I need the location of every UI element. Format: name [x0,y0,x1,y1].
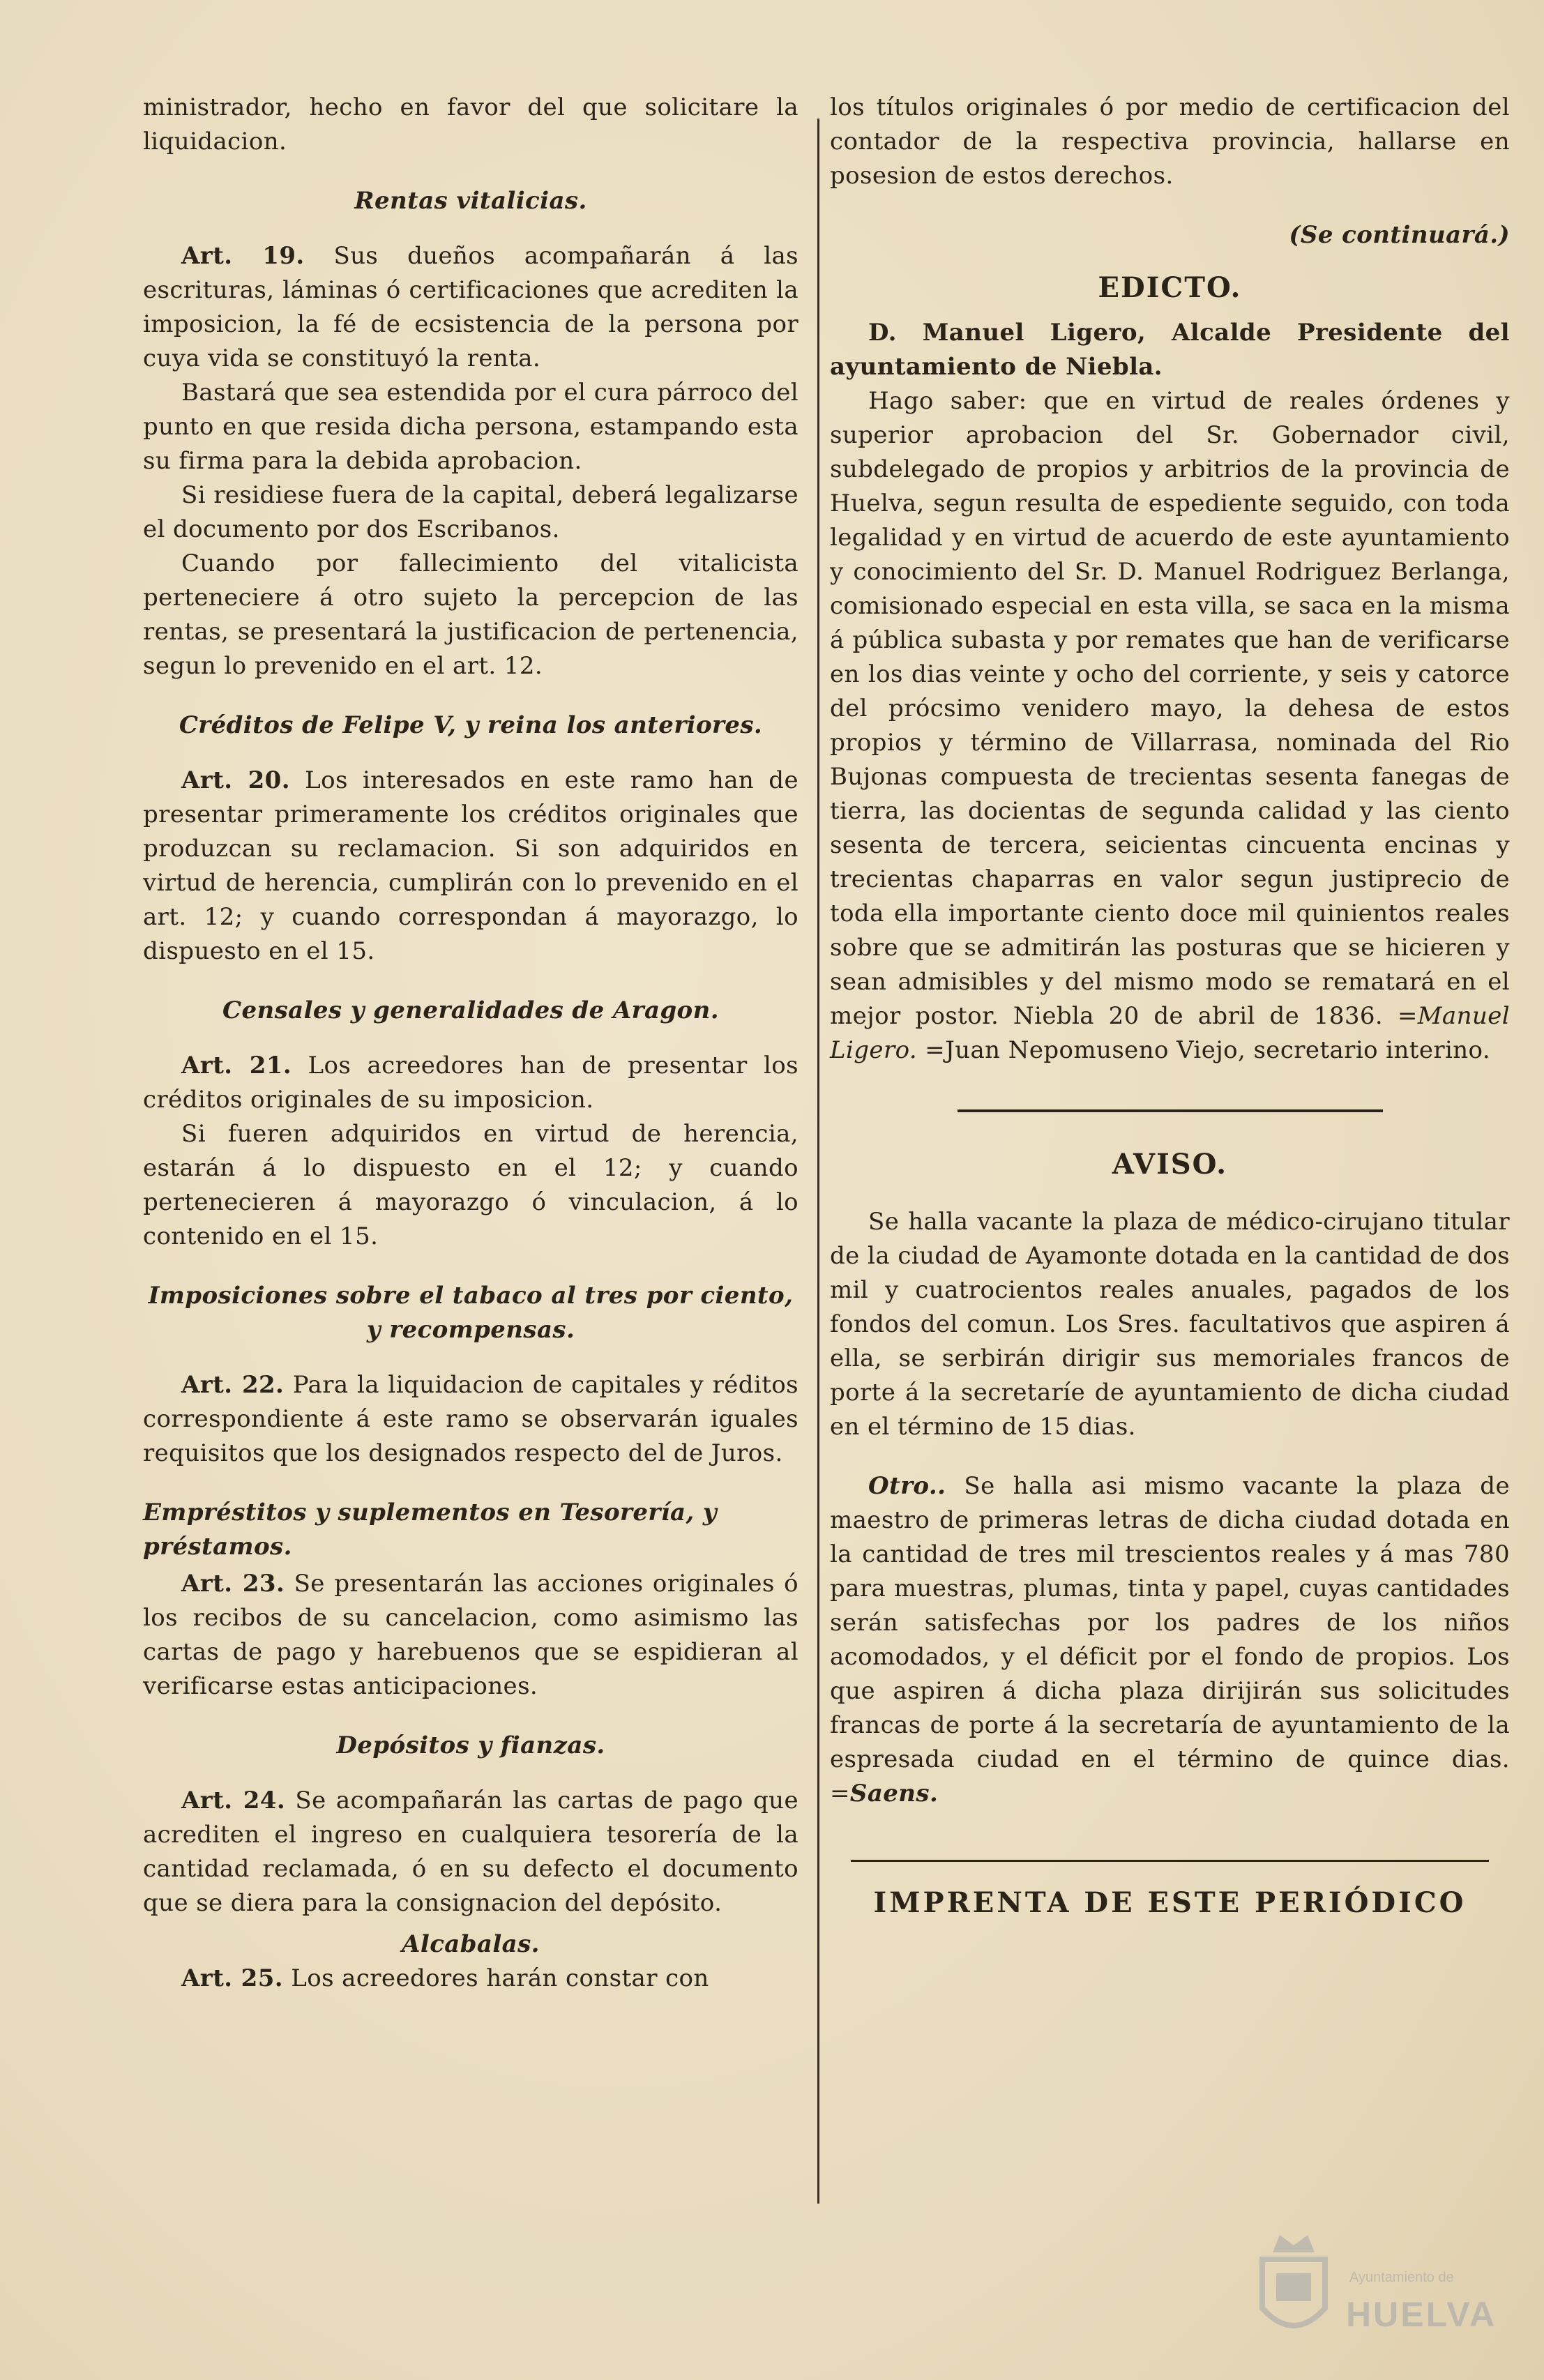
article-20 [143,764,799,969]
watermark-label: HUELVA [1346,2295,1497,2334]
heading-alcabalas: Alcabalas. [402,1930,540,1958]
heading-creditos-felipe: Créditos de Felipe V, y reina los anteriores. [179,711,763,739]
watermark-sublabel: Ayuntamiento de [1349,2270,1454,2285]
article-number: Art. 19. [181,242,305,270]
continued-text: los títulos originales ó por medio de certificacion del contador de la respectiva provincia, hallarse en posesion de estos derechos. [830,93,1510,190]
heading-depositos-fianzas: Depósitos y fianzas. [336,1731,605,1759]
heading-rentas-vitalicias: Rentas vitalicias. [354,187,587,215]
right-column [830,91,1510,1920]
article-number: Art. 24. [181,1787,286,1814]
article-19 [143,239,799,376]
edicto-header: D. Manuel Ligero, Alcalde Presidente del ayuntamiento de Niebla. [830,319,1510,381]
column-divider [817,119,819,2204]
article-21 [143,1049,799,1117]
left-column [143,91,799,1996]
article-number: Art. 20. [181,766,290,794]
edicto-body: Hago saber: que en virtud de reales órdenes y superior aprobacion del Sr. Gobernador civil, subdelegado de propios y arbitrios de la provincia de Huelva, segun resulta de espediente seguido, con toda legalidad y en virtud de acuerdo de este ayuntamiento y conocimiento del Sr. D. Manuel Rodriguez Berlanga, comisionado especial en esta villa, se saca en la misma á pública subasta y por remates que han de verificarse en los dias veinte y ocho del corriente, y seis y catorce del prócsimo venidero mayo, la dehesa de estos propios y término de Villarrasa, nominada del Rio Bujonas compuesta de trecientas sesenta fanegas de tierra, las docientas de segunda calidad y las ciento sesenta de tercera, seicientas cincuenta encinas y trecientas chaparras en valor segun justiprecio de toda ella importante ciento doce mil quinientos reales sobre que se admitirán las posturas que se hicieren y sean admisibles y del mismo modo se rematará en el mejor postor. Niebla 20 de abril de 1836. =Manuel Ligero. =Juan Nepomuseno Viejo, secretario interino. [830,387,1510,1064]
article-number: Art. 22. [181,1371,285,1399]
edicto-signature-2: Juan Nepomuseno Viejo, secretario interino. [945,1036,1491,1064]
article-text: Sus dueños acompañarán á las escrituras, láminas ó certificaciones que acrediten la imposicion, la fé de ecsistencia de la persona por cuya vida se constituyó la renta. [143,242,799,372]
article-19-paragraph-2: Bastará que sea estendida por el cura párroco del punto en que resida dicha persona, estampando esta su firma para la debida aprobacion. [143,379,799,475]
imprint-footer: IMPRENTA DE ESTE PERIÓDICO [873,1886,1467,1919]
article-25 [143,1962,799,1996]
article-text: Los interesados en este ramo han de presentar primeramente los créditos originales que produzcan su reclamacion. Si son adquiridos en virtud de herencia, cumplirán con lo prevenido en el art. 12; y cuando correspondan á mayorazgo, lo dispuesto en el 15. [143,766,799,965]
article-text: Para la liquidacion de capitales y réditos correspondiente á este ramo se observarán iguales requisitos que los designados respecto del de Juros. [143,1371,799,1467]
archive-watermark [1255,2231,1497,2350]
article-19-paragraph-4: Cuando por fallecimiento del vitalicista perteneciere á otro sujeto la percepcion de las rentas, se presentará la justificacion de pertenencia, segun lo prevenido en el art. 12. [143,549,799,680]
article-text: Los acreedores han de presentar los créditos originales de su imposicion. [143,1052,799,1114]
article-23 [143,1567,799,1704]
edicto-signature-1: Manuel Ligero. [830,1002,1510,1064]
article-text: Los acreedores harán constar con [291,1964,709,1992]
aviso-signature: Saens. [849,1780,939,1807]
otro-label: Otro.. [868,1472,946,1500]
aviso-title: AVISO. [1112,1148,1228,1181]
article-text: Se presentarán las acciones originales ó los recibos de su cancelacion, como asimismo las cartas de pago y harebuenos que se espidieran al verificarse estas anticipaciones. [143,1570,799,1700]
footer-rule [851,1860,1489,1862]
article-22 [143,1368,799,1471]
coat-of-arms-icon [1255,2231,1332,2343]
article-number: Art. 23. [181,1570,285,1598]
edicto-title: EDICTO. [1098,271,1242,304]
aviso-paragraph-2-text: Se halla asi mismo vacante la plaza de maestro de primeras letras de dicha ciudad dotada en la cantidad de tres mil trescientos reales y á mas 780 para muestras, plumas, tinta y papel, cuyas cantidades serán satisfechas por los padres de los niños acomodados, y el déficit por el fondo de propios. Los que aspiren á dicha plaza dirijirán sus solicitudes francas de porte á la secretaría de ayuntamiento de la espresada ciudad en el término de quince dias. [830,1472,1510,1773]
aviso-paragraph-1: Se halla vacante la plaza de médico-cirujano titular de la ciudad de Ayamonte dotada en la cantidad de dos mil y cuatrocientos reales anuales, pagados de los fondos del comun. Los Sres. facultativos que aspiren á ella, se serbirán dirigir sus memoriales francos de porte á la secretaríe de ayuntamiento de dicha ciudad en el término de 15 dias. [830,1208,1510,1441]
section-rule [958,1109,1383,1112]
heading-imposiciones-tabaco: Imposiciones sobre el tabaco al tres por ciento, y recompensas. [148,1282,794,1344]
article-21-paragraph-2: Si fueren adquiridos en virtud de herencia, estarán á lo dispuesto en el 12; y cuando pertenecieren á mayorazgo ó vinculacion, á lo contenido en el 15. [143,1120,799,1250]
continuara-note: (Se continuará.) [1289,221,1510,249]
article-19-paragraph-3: Si residiese fuera de la capital, deberá legalizarse el documento por dos Escribanos. [143,481,799,543]
article-number: Art. 21. [181,1052,292,1079]
article-text: Se acompañarán las cartas de pago que acrediten el ingreso en cualquiera tesorería de la cantidad reclamada, ó en su defecto el documento que se diera para la consignacion del depósito. [143,1787,799,1917]
intro-text: ministrador, hecho en favor del que solicitare la liquidacion. [143,93,799,156]
edicto-body-text: Hago saber: que en virtud de reales órdenes y superior aprobacion del Sr. Gobernador civil, subdelegado de propios y arbitrios de la provincia de Huelva, segun resulta de espediente seguido, con toda legalidad y en virtud de acuerdo de este ayuntamiento y conocimiento del Sr. D. Manuel Rodriguez Berlanga, comisionado especial en esta villa, se saca en la misma á pública subasta y por remates que han de verificarse en los dias veinte y ocho del corriente, y seis y catorce del prócsimo venidero mayo, la dehesa de estos propios y término de Villarrasa, nominada del Rio Bujonas compuesta de trecientas sesenta fanegas de tierra, las docientas de segunda calidad y las ciento sesenta de tercera, seicientas cincuenta encinas y trecientas chaparras en valor segun justiprecio de toda ella importante ciento doce mil quinientos reales sobre que se admitirán las posturas que se hicieren y sean admisibles y del mismo modo se rematará en el mejor postor. Niebla 20 de abril de 1836. [830,387,1510,1030]
aviso-paragraph-2: Otro.. Se halla asi mismo vacante la plaza de maestro de primeras letras de dicha ciudad dotada en la cantidad de tres mil trescientos reales y á mas 780 para muestras, plumas, tinta y papel, cuyas cantidades serán satisfechas por los padres de los niños acomodados, y el déficit por el fondo de propios. Los que aspiren á dicha plaza dirijirán sus solicitudes francas de porte á la secretaría de ayuntamiento de la espresada ciudad en el término de quince dias. =Saens. [830,1472,1510,1807]
article-24 [143,1784,799,1920]
heading-censales-aragon: Censales y generalidades de Aragon. [222,996,719,1024]
heading-emprestitos: Empréstitos y suplementos en Tesorería, y préstamos. [143,1499,718,1561]
article-number: Art. 25. [181,1964,284,1992]
